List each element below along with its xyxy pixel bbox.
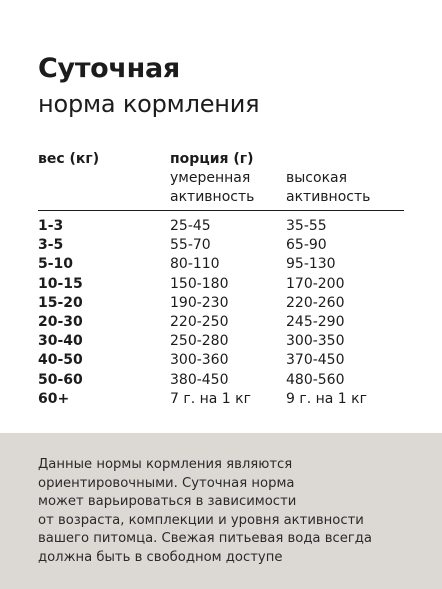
disclaimer-line: ориентировочными. Суточная норма: [38, 475, 295, 491]
disclaimer-note: [0, 433, 442, 589]
table-row: [0, 371, 442, 390]
header-divider: [38, 210, 404, 211]
cell-high: 480-560: [286, 371, 345, 388]
cell-moderate: 380-450: [170, 371, 229, 388]
table-row: [0, 255, 442, 274]
table-row: [0, 313, 442, 332]
cell-weight: 1-3: [38, 218, 64, 234]
cell-high: 170-200: [286, 275, 345, 292]
cell-moderate: 190-230: [170, 294, 229, 311]
cell-weight: 3-5: [38, 237, 64, 254]
cell-high: 35-55: [286, 218, 327, 234]
cell-weight: 5-10: [38, 256, 74, 273]
table-row: [0, 390, 442, 409]
column-header-high-activity: высокая активность: [286, 170, 371, 205]
disclaimer-line: должна быть в свободном доступе: [38, 549, 283, 565]
cell-high: 220-260: [286, 294, 345, 311]
disclaimer-line: может варьироваться в зависимости: [38, 494, 297, 510]
cell-moderate: 250-280: [170, 333, 229, 350]
cell-high: 300-350: [286, 333, 345, 350]
disclaimer-line: вашего питомца. Свежая питьевая вода всегда: [38, 531, 372, 547]
cell-high: 245-290: [286, 313, 345, 330]
disclaimer-line: от возраста, комплекции и уровня активности: [38, 512, 364, 528]
table-row: [0, 236, 442, 255]
cell-weight: 60+: [38, 390, 70, 407]
cell-moderate: 80-110: [170, 256, 220, 273]
cell-high: 95-130: [286, 256, 336, 273]
table-row: [0, 332, 442, 351]
cell-weight: 40-50: [38, 352, 83, 369]
cell-weight: 20-30: [38, 313, 83, 330]
table-row: [0, 217, 442, 236]
cell-weight: 30-40: [38, 333, 83, 350]
disclaimer-line: Данные нормы кормления являются: [38, 457, 293, 472]
feeding-table-body: [0, 217, 442, 409]
column-header-portion: порция (г): [170, 151, 254, 167]
cell-moderate: 25-45: [170, 218, 211, 234]
table-row: [0, 275, 442, 294]
cell-weight: 10-15: [38, 275, 83, 292]
cell-moderate: 150-180: [170, 275, 229, 292]
disclaimer-text: [38, 456, 418, 568]
table-row: [0, 351, 442, 370]
table-row: [0, 294, 442, 313]
column-header-weight: вес (кг): [38, 151, 100, 167]
cell-weight: 15-20: [38, 294, 83, 311]
page-subtitle: норма кормления: [38, 90, 260, 118]
cell-moderate: 55-70: [170, 237, 211, 254]
cell-high: 9 г. на 1 кг: [286, 390, 367, 407]
cell-high: 65-90: [286, 237, 327, 254]
cell-high: 370-450: [286, 352, 345, 369]
cell-weight: 50-60: [38, 371, 83, 388]
cell-moderate: 7 г. на 1 кг: [170, 390, 251, 407]
cell-moderate: 300-360: [170, 352, 229, 369]
cell-moderate: 220-250: [170, 313, 229, 330]
page-title: Суточная: [38, 53, 180, 84]
column-header-moderate-activity: умеренная активность: [170, 170, 255, 205]
